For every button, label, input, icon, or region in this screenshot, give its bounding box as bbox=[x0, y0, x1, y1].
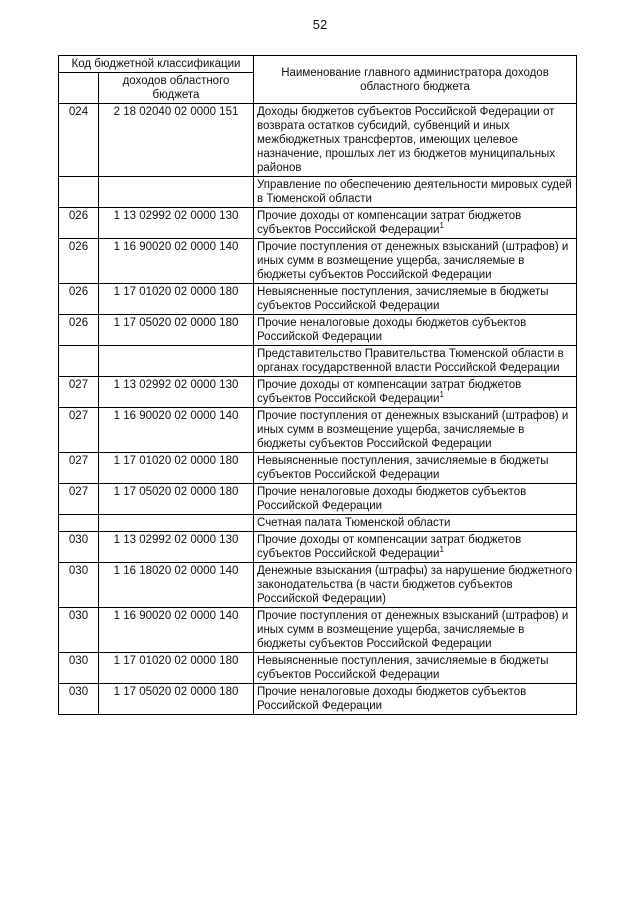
table-row bbox=[59, 453, 577, 484]
income-code-cell: 2 18 02040 02 0000 151 bbox=[99, 104, 254, 177]
section-row bbox=[59, 346, 577, 377]
table-row bbox=[59, 684, 577, 715]
footnote-marker: 1 bbox=[439, 390, 444, 400]
admin-code-cell: 026 bbox=[59, 239, 99, 284]
income-code-cell: 1 16 18020 02 0000 140 bbox=[99, 563, 254, 608]
income-name-cell bbox=[254, 653, 577, 684]
income-name-text: Прочие неналоговые доходы бюджетов субъектов Российской Федерации bbox=[257, 317, 527, 343]
income-code-cell: 1 17 01020 02 0000 180 bbox=[99, 653, 254, 684]
income-name-cell bbox=[254, 684, 577, 715]
income-name-cell bbox=[254, 239, 577, 284]
income-name-text: Доходы бюджетов субъектов Российской Федерации от возврата остатков субсидий, субвенций и иных межбюджетных трансфертов, имеющих целевое назначение, прошлых лет из бюджетов муниципальных районов bbox=[257, 106, 556, 174]
income-name-cell bbox=[254, 532, 577, 563]
income-code-cell: 1 17 05020 02 0000 180 bbox=[99, 684, 254, 715]
header-code-group: Код бюджетной классификации bbox=[59, 56, 254, 73]
empty-cell bbox=[59, 515, 99, 532]
section-title: Представительство Правительства Тюменской области в органах государственной власти Российской Федерации bbox=[254, 346, 577, 377]
section-title: Управление по обеспечению деятельности мировых судей в Тюменской области bbox=[254, 177, 577, 208]
table-row bbox=[59, 377, 577, 408]
income-code-cell: 1 13 02992 02 0000 130 bbox=[99, 208, 254, 239]
admin-code-cell: 027 bbox=[59, 484, 99, 515]
empty-cell bbox=[99, 177, 254, 208]
income-name-cell bbox=[254, 104, 577, 177]
income-code-cell: 1 17 05020 02 0000 180 bbox=[99, 315, 254, 346]
page-number: 52 bbox=[312, 17, 328, 32]
income-name-text: Прочие поступления от денежных взысканий (штрафов) и иных сумм в возмещение ущерба, зачисляемые в бюджеты субъектов Российской Федерации bbox=[257, 410, 569, 450]
income-name-text: Прочие поступления от денежных взысканий (штрафов) и иных сумм в возмещение ущерба, зачисляемые в бюджеты субъектов Российской Федерации bbox=[257, 241, 569, 281]
table-row bbox=[59, 284, 577, 315]
admin-code-cell: 027 bbox=[59, 453, 99, 484]
income-name-text: Невыясненные поступления, зачисляемые в бюджеты субъектов Российской Федерации bbox=[257, 455, 549, 481]
empty-cell bbox=[99, 346, 254, 377]
admin-code-cell: 026 bbox=[59, 284, 99, 315]
table-row bbox=[59, 239, 577, 284]
income-name-text: Прочие неналоговые доходы бюджетов субъектов Российской Федерации bbox=[257, 686, 527, 712]
table-row bbox=[59, 484, 577, 515]
income-code-cell: 1 13 02992 02 0000 130 bbox=[99, 377, 254, 408]
empty-cell bbox=[59, 346, 99, 377]
income-name-cell bbox=[254, 377, 577, 408]
section-row bbox=[59, 177, 577, 208]
income-code-cell: 1 13 02992 02 0000 130 bbox=[99, 532, 254, 563]
income-code-cell: 1 16 90020 02 0000 140 bbox=[99, 239, 254, 284]
income-name-cell bbox=[254, 453, 577, 484]
table-row bbox=[59, 104, 577, 177]
table-body bbox=[59, 104, 577, 715]
header-admin-code bbox=[59, 73, 99, 104]
empty-cell bbox=[99, 515, 254, 532]
budget-classification-table bbox=[58, 55, 577, 715]
income-name-text: Прочие доходы от компенсации затрат бюджетов субъектов Российской Федерации bbox=[257, 379, 522, 405]
admin-code-cell: 030 bbox=[59, 532, 99, 563]
section-title: Счетная палата Тюменской области bbox=[254, 515, 577, 532]
admin-code-cell: 027 bbox=[59, 408, 99, 453]
income-name-cell bbox=[254, 563, 577, 608]
income-name-cell bbox=[254, 208, 577, 239]
table-row bbox=[59, 208, 577, 239]
table-row bbox=[59, 563, 577, 608]
admin-code-cell: 030 bbox=[59, 653, 99, 684]
income-name-text: Прочие неналоговые доходы бюджетов субъектов Российской Федерации bbox=[257, 486, 527, 512]
table-row bbox=[59, 653, 577, 684]
table-row bbox=[59, 315, 577, 346]
footnote-marker: 1 bbox=[439, 545, 444, 555]
section-row bbox=[59, 515, 577, 532]
admin-code-cell: 027 bbox=[59, 377, 99, 408]
income-name-cell bbox=[254, 608, 577, 653]
income-code-cell: 1 16 90020 02 0000 140 bbox=[99, 608, 254, 653]
footnote-marker: 1 bbox=[439, 221, 444, 231]
income-name-text: Невыясненные поступления, зачисляемые в бюджеты субъектов Российской Федерации bbox=[257, 655, 549, 681]
income-code-cell: 1 17 01020 02 0000 180 bbox=[99, 453, 254, 484]
admin-code-cell: 024 bbox=[59, 104, 99, 177]
income-code-cell: 1 17 01020 02 0000 180 bbox=[99, 284, 254, 315]
income-name-cell bbox=[254, 484, 577, 515]
income-name-cell bbox=[254, 284, 577, 315]
income-code-cell: 1 16 90020 02 0000 140 bbox=[99, 408, 254, 453]
income-name-text: Прочие поступления от денежных взысканий (штрафов) и иных сумм в возмещение ущерба, зачисляемые в бюджеты субъектов Российской Федерации bbox=[257, 610, 569, 650]
admin-code-cell: 026 bbox=[59, 208, 99, 239]
income-name-text: Денежные взыскания (штрафы) за нарушение бюджетного законодательства (в части бюджетов субъектов Российской Федерации) bbox=[257, 565, 573, 605]
table-row bbox=[59, 532, 577, 563]
income-name-cell bbox=[254, 315, 577, 346]
income-name-cell bbox=[254, 408, 577, 453]
empty-cell bbox=[59, 177, 99, 208]
admin-code-cell: 030 bbox=[59, 563, 99, 608]
income-name-text: Невыясненные поступления, зачисляемые в бюджеты субъектов Российской Федерации bbox=[257, 286, 549, 312]
table-row bbox=[59, 408, 577, 453]
table-row bbox=[59, 608, 577, 653]
income-code-cell: 1 17 05020 02 0000 180 bbox=[99, 484, 254, 515]
income-name-text: Прочие доходы от компенсации затрат бюджетов субъектов Российской Федерации bbox=[257, 210, 522, 236]
admin-code-cell: 030 bbox=[59, 608, 99, 653]
income-name-text: Прочие доходы от компенсации затрат бюджетов субъектов Российской Федерации bbox=[257, 534, 522, 560]
admin-code-cell: 026 bbox=[59, 315, 99, 346]
admin-code-cell: 030 bbox=[59, 684, 99, 715]
header-income-code: доходов областного бюджета bbox=[99, 73, 254, 104]
header-admin-name: Наименование главного администратора доходов областного бюджета bbox=[254, 56, 577, 104]
